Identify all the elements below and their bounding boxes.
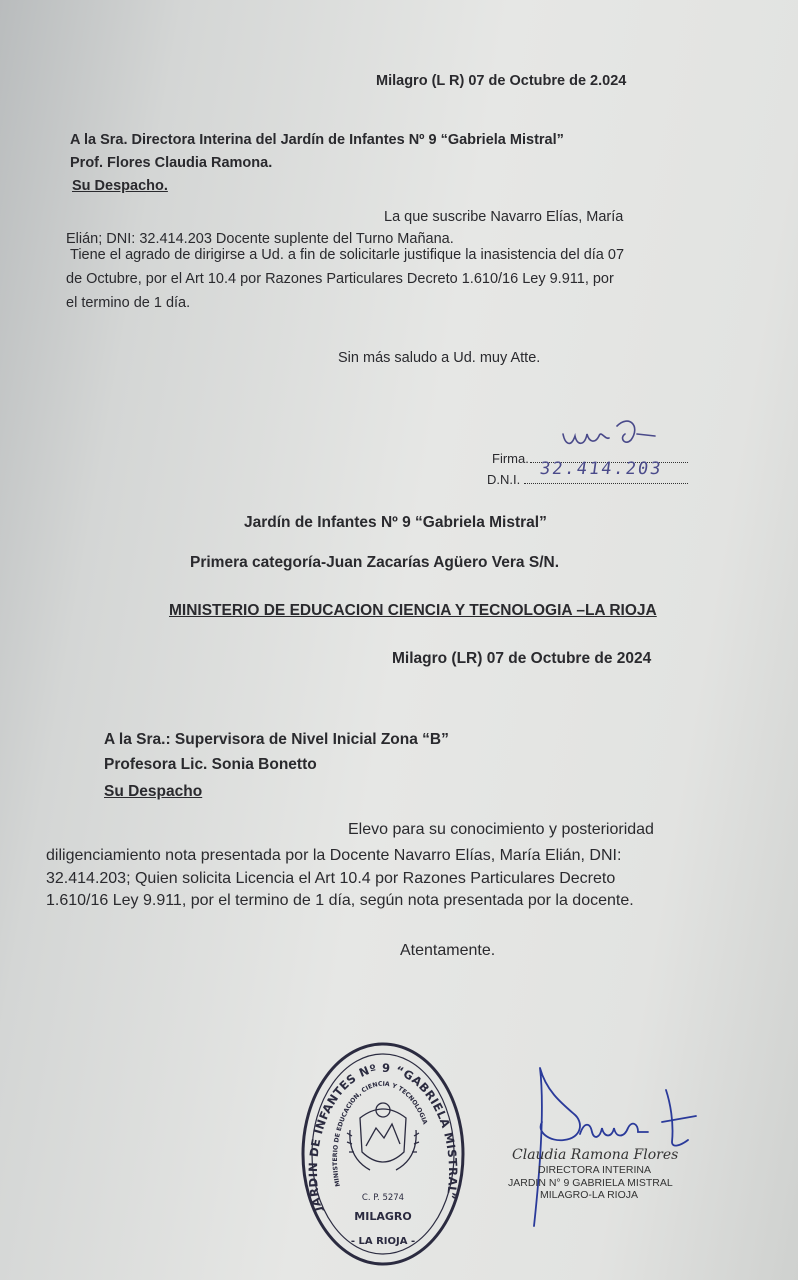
- note2-closing: Atentamente.: [400, 942, 496, 959]
- stamp-city: MILAGRO: [354, 1210, 412, 1223]
- note2-recipient-line2: Profesora Lic. Sonia Bonetto: [104, 756, 317, 773]
- note1-closing: Sin más saludo a Ud. muy Atte.: [338, 350, 541, 366]
- official-stamp: [298, 1040, 468, 1268]
- note1-body-line: Elián; DNI: 32.414.203 Docente suplente del Turno Mañana.: [66, 231, 454, 247]
- note1-place-date: Milagro (L R) 07 de Octubre de 2.024: [376, 73, 627, 89]
- signature-title: DIRECTORA INTERINA: [538, 1164, 651, 1176]
- note2-place-date: Milagro (LR) 07 de Octubre de 2024: [392, 650, 652, 667]
- dni-label: D.N.I.: [487, 472, 521, 487]
- note2-institution: Jardín de Infantes Nº 9 “Gabriela Mistral”: [244, 514, 547, 531]
- dni-dotted-line: [524, 483, 688, 484]
- signature-school: JARDIN N° 9 GABRIELA MISTRAL: [508, 1177, 673, 1189]
- note1-recipient-line1: A la Sra. Directora Interina del Jardín de Infantes Nº 9 “Gabriela Mistral”: [70, 132, 564, 148]
- note1-body-line: Tiene el agrado de dirigirse a Ud. a fin de solicitarle justifique la inasistencia del día 07: [70, 247, 625, 263]
- note2-category: Primera categoría-Juan Zacarías Agüero Vera S/N.: [190, 554, 560, 571]
- stamp-inner-text: MINISTERIO DE EDUCACION, CIENCIA Y TECNOLOGIA: [331, 1080, 429, 1188]
- note2-body-line: 32.414.203; Quien solicita Licencia el Art 10.4 por Razones Particulares Decreto: [46, 870, 616, 887]
- note2-recipient-line1: A la Sra.: Supervisora de Nivel Inicial Zona “B”: [104, 731, 449, 748]
- firma-label: Firma.: [492, 451, 529, 466]
- signature-name: Claudia Ramona Flores: [512, 1147, 679, 1163]
- note1-body-line: de Octubre, por el Art 10.4 por Razones Particulares Decreto 1.610/16 Ley 9.911, por: [66, 271, 614, 287]
- stamp-postal-code: C. P. 5274: [361, 1193, 405, 1203]
- note2-body-line: Elevo para su conocimiento y posterioridad: [348, 821, 654, 838]
- note1-recipient-line2: Prof. Flores Claudia Ramona.: [70, 155, 273, 171]
- signature-location: MILAGRO-LA RIOJA: [540, 1189, 639, 1201]
- note1-body-line: La que suscribe Navarro Elías, María: [384, 209, 624, 225]
- teacher-signature-icon: [555, 412, 665, 462]
- note2-body-line: diligenciamiento nota presentada por la Docente Navarro Elías, María Elián, DNI:: [46, 847, 622, 864]
- note2-ministry: MINISTERIO DE EDUCACION CIENCIA Y TECNOLOGIA –LA RIOJA: [169, 602, 657, 619]
- coat-of-arms-icon: [347, 1103, 419, 1170]
- stamp-province: - LA RIOJA -: [350, 1236, 416, 1247]
- stamp-outer-text: JARDIN DE INFANTES Nº 9 “GABRIELA MISTRAL”: [305, 1060, 461, 1213]
- note2-recipient-line3: Su Despacho: [104, 783, 203, 800]
- dni-handwritten: 32.414.203: [538, 459, 664, 479]
- note2-body-line: 1.610/16 Ley 9.911, por el termino de 1 día, según nota presentada por la docente.: [46, 892, 634, 909]
- note1-body-line: el termino de 1 día.: [66, 295, 191, 311]
- note1-recipient-line3: Su Despacho.: [72, 178, 168, 194]
